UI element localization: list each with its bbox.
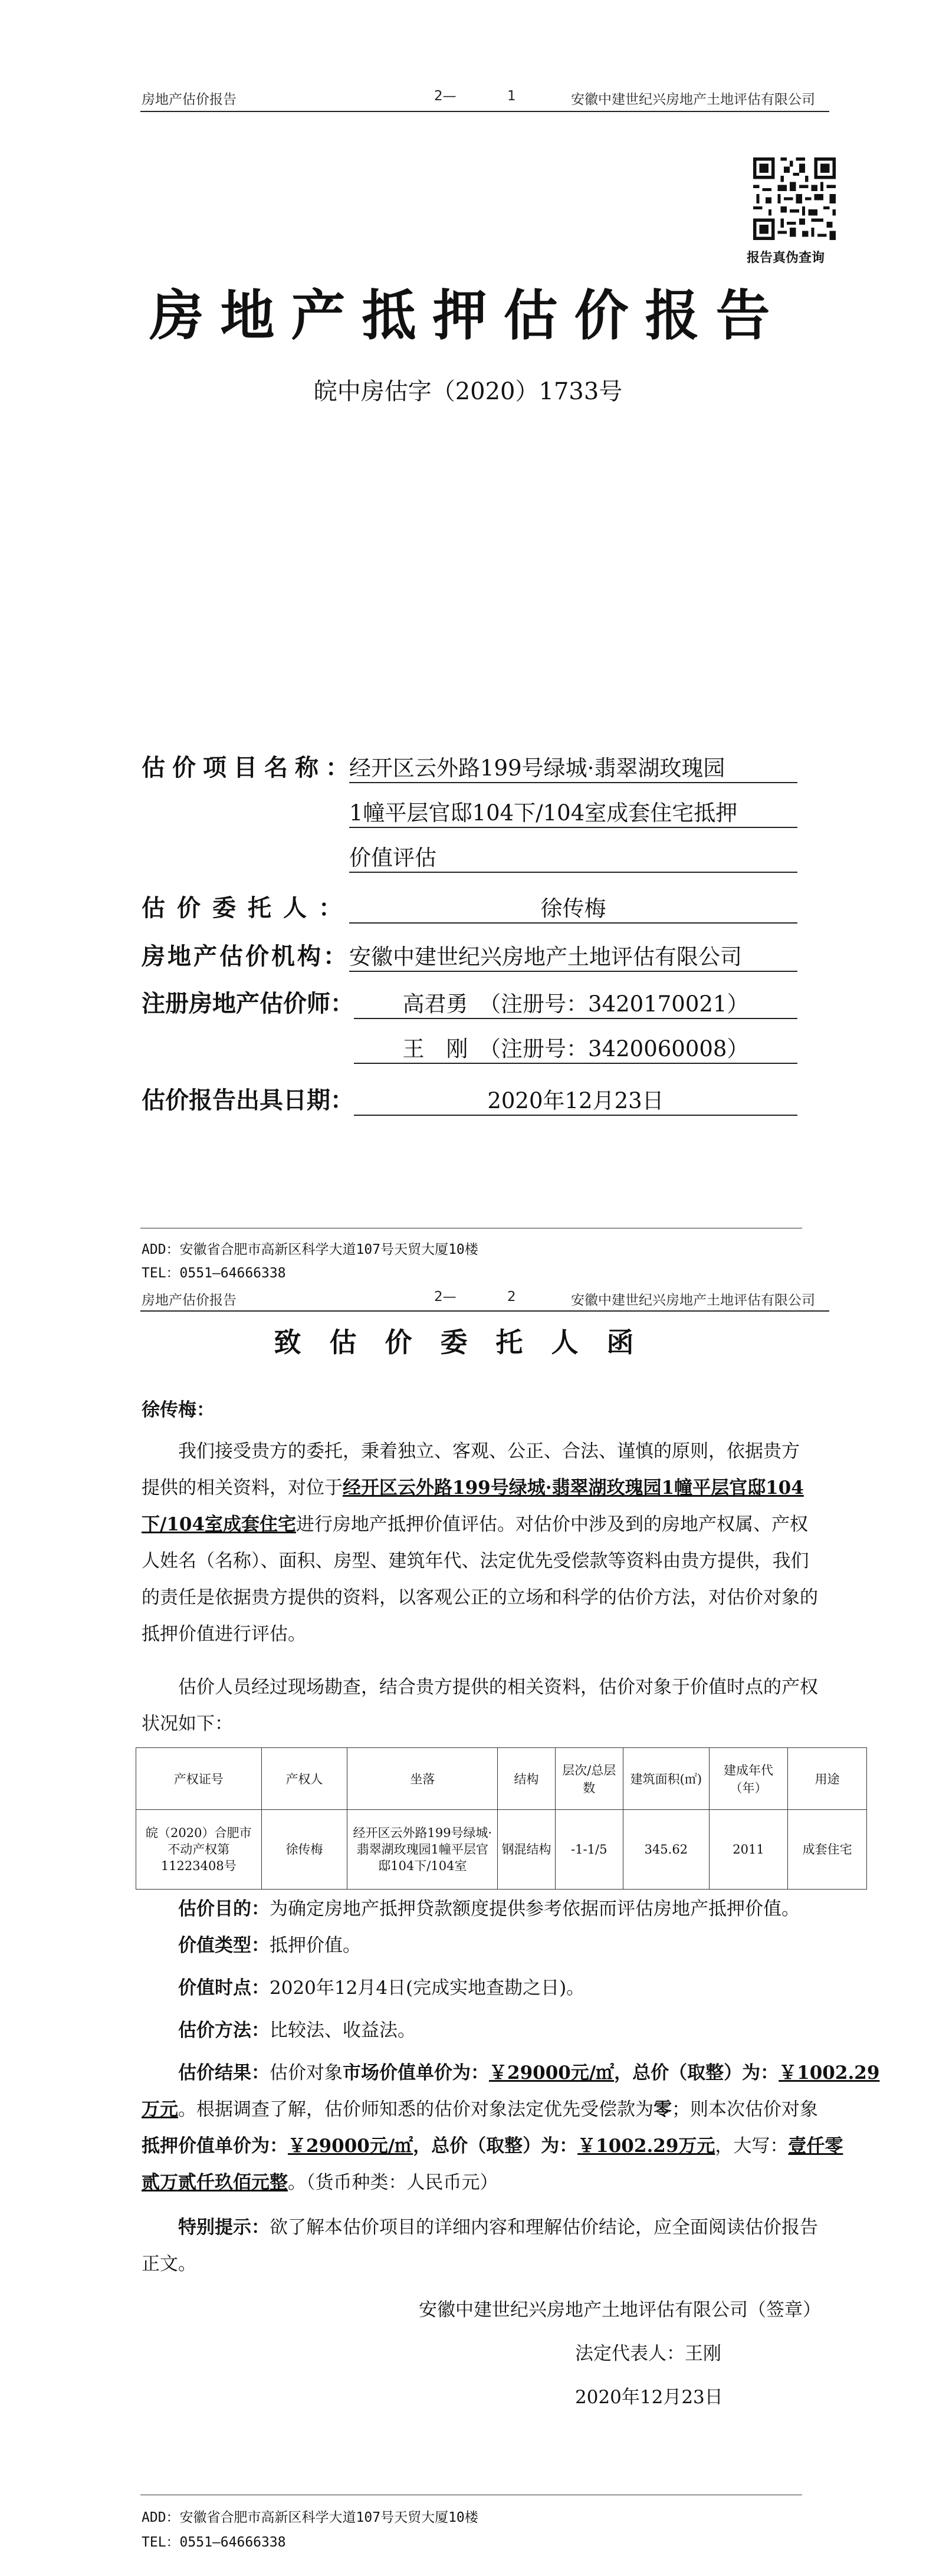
header-left: 房地产估价报告 — [142, 1293, 237, 1308]
table-cell: 钢混结构 — [498, 1810, 555, 1890]
method-label: 估价方法： — [178, 2020, 270, 2041]
mortgage-unit-price: ￥29000元/㎡ — [288, 2135, 413, 2157]
property-table — [136, 1747, 867, 1890]
text: 提供的相关资料，对位于 — [142, 1477, 343, 1499]
issue-date-value: 2020年12月23日 — [354, 1083, 797, 1116]
table-row — [136, 1810, 867, 1890]
table-header-cell: 建成年代（年） — [709, 1748, 788, 1810]
table-cell: 皖（2020）合肥市不动产权第11223408号 — [136, 1810, 262, 1890]
client-value: 徐传梅 — [349, 891, 797, 924]
table-cell: 成套住宅 — [788, 1810, 867, 1890]
text: ，总价（取整）为： — [413, 2135, 578, 2157]
result-line-4 — [142, 2164, 498, 2201]
header-right: 安徽中建世纪兴房地产土地评估有限公司 — [571, 1293, 815, 1308]
priority-amount: 零 — [653, 2099, 672, 2120]
paragraph-1-line-4: 人姓名（名称）、面积、房型、建筑年代、法定优先受偿款等资料由贵方提供，我们 — [142, 1550, 809, 1572]
result-line-1 — [178, 2055, 879, 2091]
paragraph-1-line-3 — [142, 1506, 808, 1543]
text: 进行房地产抵押价值评估。对估价中涉及到的房地产权属、产权 — [296, 1514, 809, 1535]
footer-address: ADD：安徽省合肥市高新区科学大道107号天贸大厦10楼 — [142, 1242, 478, 1257]
header-page-prefix: 2— — [434, 88, 456, 104]
value-time-label: 价值时点： — [178, 1977, 270, 1999]
header-left: 房地产估价报告 — [142, 92, 237, 107]
project-name-line-1: 经开区云外路199号绿城·翡翠湖玫瑰园 — [349, 750, 797, 783]
market-total-unit: 万元 — [142, 2099, 178, 2120]
footer-phone: TEL：0551—64666338 — [142, 1266, 286, 1281]
market-total-price: ￥1002.29 — [779, 2062, 880, 2084]
text: ，总价（取整）为： — [614, 2062, 779, 2084]
market-unit-price: ￥29000元/㎡ — [489, 2062, 615, 2084]
tip-label: 特别提示： — [178, 2217, 270, 2238]
result-line-3 — [142, 2128, 843, 2164]
appraiser-label: 注册房地产估价师： — [142, 990, 354, 1017]
footer-phone: TEL：0551—64666338 — [142, 2535, 286, 2550]
purpose-label: 估价目的： — [178, 1898, 270, 1920]
table-header-cell: 结构 — [498, 1748, 555, 1810]
paragraph-1-line-2 — [142, 1470, 804, 1506]
value-type-value: 抵押价值。 — [270, 1935, 361, 1956]
value-type-label: 价值类型： — [178, 1935, 270, 1956]
paragraph-2-line-2: 状况如下： — [142, 1713, 233, 1734]
report-title: 房地产抵押估价报告 — [149, 284, 787, 347]
result-line-2 — [142, 2091, 818, 2128]
text: 抵押价值单价为： — [142, 2135, 288, 2157]
text: 。根据调查了解，估价师知悉的估价对象法定优先受偿款为 — [178, 2099, 653, 2120]
agency-value: 安徽中建世纪兴房地产土地评估有限公司 — [349, 939, 797, 972]
paragraph-1-line-6: 抵押价值进行评估。 — [142, 1624, 306, 1645]
tip-text: 欲了解本估价项目的详细内容和理解估价结论，应全面阅读估价报告 — [270, 2217, 818, 2238]
footer-address: ADD：安徽省合肥市高新区科学大道107号天贸大厦10楼 — [142, 2510, 478, 2525]
header-rule — [140, 1310, 829, 1312]
client-label: 估价委托人： — [142, 894, 354, 922]
table-cell: 2011 — [709, 1810, 788, 1890]
signature-company: 安徽中建世纪兴房地产土地评估有限公司（签章） — [419, 2299, 821, 2321]
paragraph-1-line-1: 我们接受贵方的委托，秉着独立、客观、公正、合法、谨慎的原则，依据贵方 — [178, 1441, 800, 1462]
value-type-line — [178, 1927, 361, 1964]
table-header-cell: 用途 — [788, 1748, 867, 1810]
table-header-cell: 层次/总层数 — [555, 1748, 623, 1810]
table-cell: 经开区云外路199号绿城·翡翠湖玫瑰园1幢平层官邸104下/104室 — [347, 1810, 498, 1890]
value-time-line — [178, 1970, 584, 2006]
project-name-label: 估价项目名称： — [142, 754, 356, 781]
appraiser-2: 王 刚 （注册号：3420060008） — [354, 1031, 797, 1064]
header-rule — [140, 111, 829, 112]
paragraph-2-line-1: 估价人员经过现场勘查，结合贵方提供的相关资料，估价对象于价值时点的产权 — [178, 1677, 818, 1698]
document-number: 皖中房估字（2020）1733号 — [313, 378, 623, 405]
amount-in-words-cont: 贰万贰仟玖佰元整 — [142, 2172, 288, 2193]
table-cell: -1-1/5 — [555, 1810, 623, 1890]
text: 市场价值单价为： — [343, 2062, 489, 2084]
table-header-cell: 产权证号 — [136, 1748, 262, 1810]
table-header-cell: 坐落 — [347, 1748, 498, 1810]
method-line — [178, 2012, 416, 2049]
value-time-value: 2020年12月4日(完成实地查勘之日)。 — [270, 1977, 585, 1999]
tip-line-2: 正文。 — [142, 2253, 196, 2275]
property-address-cont: 下/104室成套住宅 — [142, 1514, 297, 1535]
letter-title: 致估价委托人函 — [274, 1326, 662, 1358]
appraiser-1: 高君勇 （注册号：3420170021） — [354, 986, 797, 1019]
text: ；则本次估价对象 — [672, 2099, 818, 2120]
table-cell: 徐传梅 — [261, 1810, 347, 1890]
text: 估价对象 — [270, 2062, 343, 2084]
result-label: 估价结果： — [178, 2062, 270, 2084]
text: ，大写： — [715, 2135, 789, 2157]
signature-representative: 法定代表人：王刚 — [575, 2343, 721, 2364]
tip-line-1 — [178, 2209, 818, 2246]
purpose-value: 为确定房地产抵押贷款额度提供参考依据而评估房地产抵押价值。 — [270, 1898, 800, 1920]
table-header-cell: 建筑面积(㎡) — [623, 1748, 709, 1810]
paragraph-1-line-5: 的责任是依据贵方提供的资料，以客观公正的立场和科学的估价方法，对估价对象的 — [142, 1587, 818, 1608]
table-header-row — [136, 1748, 867, 1810]
project-name-line-2: 1幢平层官邸104下/104室成套住宅抵押 — [349, 795, 797, 828]
salutation: 徐传梅： — [142, 1399, 215, 1421]
table-header-cell: 产权人 — [261, 1748, 347, 1810]
signature-date: 2020年12月23日 — [575, 2387, 723, 2408]
header-right: 安徽中建世纪兴房地产土地评估有限公司 — [571, 92, 815, 107]
issue-date-label: 估价报告出具日期： — [142, 1086, 354, 1114]
header-page-number: 1 — [507, 88, 516, 104]
header-page-prefix: 2— — [434, 1289, 456, 1305]
method-value: 比较法、收益法。 — [270, 2020, 416, 2041]
qr-caption: 报告真伪查询 — [747, 251, 825, 265]
header-page-number: 2 — [507, 1289, 516, 1305]
property-address: 经开区云外路199号绿城·翡翠湖玫瑰园1幢平层官邸104 — [343, 1477, 804, 1499]
text: 。（货币种类：人民币元） — [288, 2172, 498, 2193]
qr-code-icon — [750, 155, 839, 243]
table-cell: 345.62 — [623, 1810, 709, 1890]
amount-in-words: 壹仟零 — [788, 2135, 843, 2157]
mortgage-total-price: ￥1002.29万元 — [577, 2135, 715, 2157]
agency-label: 房地产估价机构： — [142, 942, 349, 970]
purpose-line — [178, 1891, 800, 1927]
project-name-line-3: 价值评估 — [349, 840, 797, 873]
